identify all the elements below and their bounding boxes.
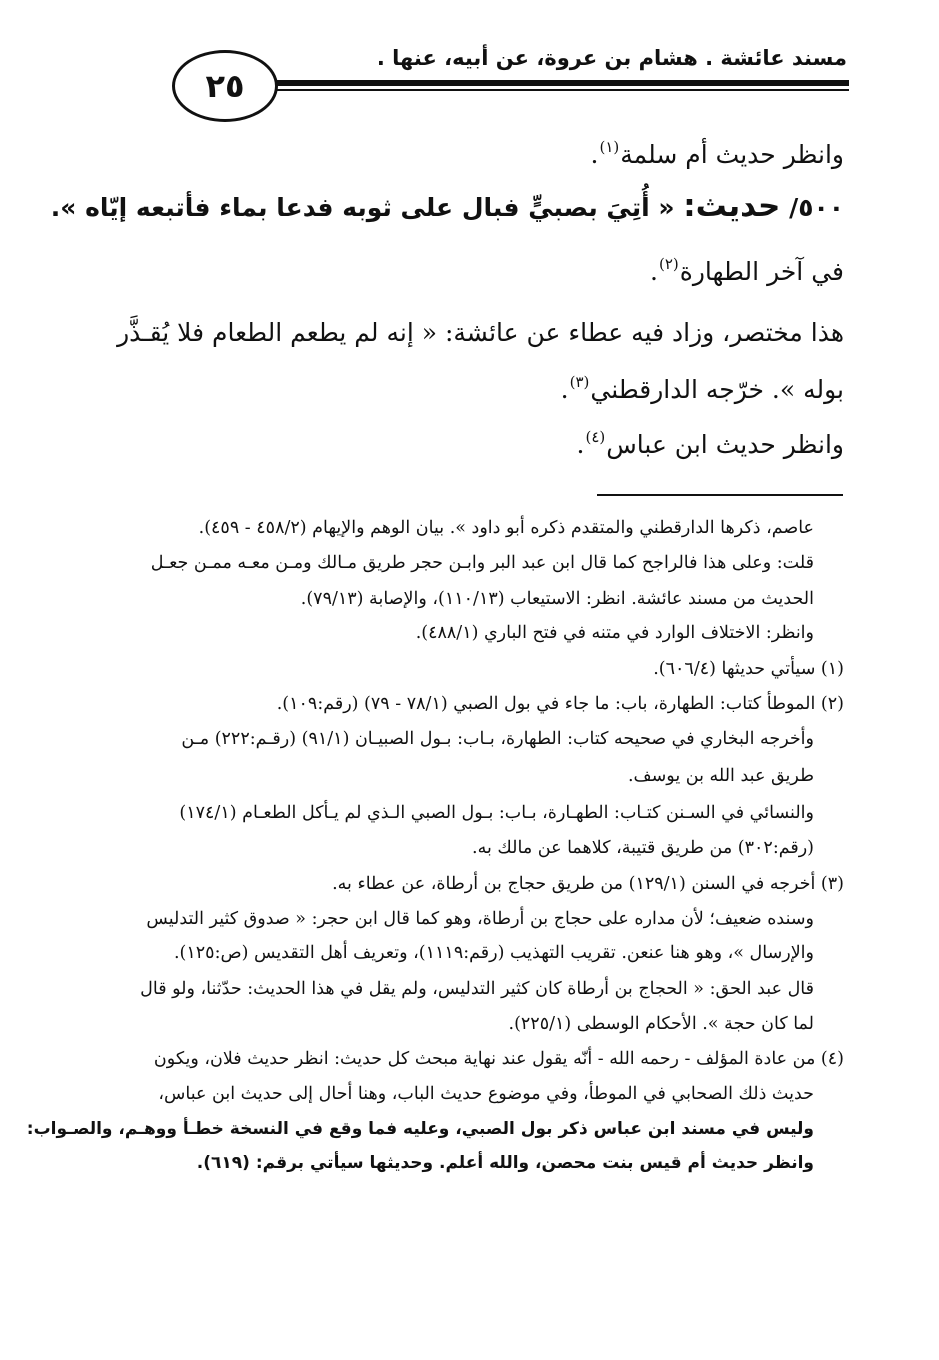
footnote-ref: (٤) [585,428,606,446]
main-text: بوله ». خرّجه الدارقطني [590,375,844,404]
footnote-line: طريق عبد الله بن يوسف. [627,766,814,786]
hadith-number: ٥٠٠/ [789,193,844,222]
period: . [560,375,569,404]
footnote-line: (١) سيأتي حديثها (٦٠٦/٤). [653,659,844,679]
main-text: في آخر الطهارة [679,257,844,286]
main-text: هذا مختصر، وزاد فيه عطاء عن عائشة: « إنه لم يطعم الطعام فلا يُقـذَّر [117,318,844,347]
hadith-line [51,188,844,224]
main-line-4 [117,318,844,347]
footnote-line: (رقم:٣٠٢) من طريق قتيبة، كلاهما عن مالك به. [472,838,814,858]
footnote-line: (٢) الموطأ كتاب: الطهارة، باب: ما جاء في بول الصبي (٧٨/١ - ٧٩) (رقم:١٠٩). [276,694,844,714]
main-text: وانظر حديث ابن عباس [606,430,844,459]
main-line-6 [577,428,844,459]
header-rule-thin [236,89,849,91]
footnote-line: وانظر: الاختلاف الوارد في متنه في فتح الباري (٤٨٨/١). [415,623,814,643]
footnote-line: وأخرجه البخاري في صحيحه كتاب: الطهارة، بـاب: بـول الصبيـان (٩١/١) (رقـم:٢٢٢) مـن [181,729,814,749]
footnote-line: (٣) أخرجه في السنن (١٢٩/١) من طريق حجاج بن أرطاة، عن عطاء به. [332,874,844,894]
footnote-line: وليس في مسند ابن عباس ذكر بول الصبي، وعليه فما وقع في النسخة خطـأ ووهـم، والصـواب: [26,1119,814,1139]
period: . [590,140,599,169]
footnote-line: وانظر حديث أم قيس بنت محصن، والله أعلم. وحديثها سيأتي برقم: (٦١٩). [196,1153,814,1173]
hadith-text: « أُتِيَ بصبيٍّ فبال على ثوبه فدعا بماء فأتبعه إيّاه ». [50,193,675,222]
footnote-line: لما كان حجة ». الأحكام الوسطى (٢٢٥/١). [508,1014,814,1034]
running-title: مسند عائشة . هشام بن عروة، عن أبيه، عنها . [376,46,847,70]
footnote-line: الحديث من مسند عائشة. انظر: الاستيعاب (١١٠/١٣)، والإصابة (٧٩/١٣). [300,589,814,609]
footnote-line: عاصم، ذكرها الدارقطني والمتقدم ذكره أبو داود ». بيان الوهم والإيهام (٤٥٨/٢ - ٤٥٩). [198,518,814,538]
footnote-line: قال عبد الحق: « الحجاج بن أرطاة كان كثير التدليس، ولم يقل في هذا الحديث: حدّثنا، ولو قال [140,979,814,999]
period: . [576,430,585,459]
main-line-5 [561,373,844,404]
main-line-3 [650,255,844,286]
period: . [650,257,658,286]
footnote-ref: (٣) [569,373,590,391]
footnote-line: وسنده ضعيف؛ لأن مداره على حجاج بن أرطاة، وهو كما قال ابن حجر: « صدوق كثير التدليس [146,909,814,929]
footnote-separator [597,494,843,496]
footnote-line: قلت: وعلى هذا فالراجح كما قال ابن عبد البر وابـن حجر طريق مـالك ومـن معـه ممـن جعـل [150,553,814,573]
main-line-1 [591,138,844,169]
hadith-label: حديث: [683,188,781,224]
page-number: ٢٥ [172,50,278,122]
footnote-line: والنسائي في السـنن كتـاب: الطهـارة، بـاب: بـول الصبي الـذي لم يـأكل الطعـام (١٧٤/١) [179,803,814,823]
main-text: وانظر حديث أم سلمة [620,140,844,169]
footnote-line: حديث ذلك الصحابي في الموطأ، وفي موضوع حديث الباب، وهنا أحال إلى حديث ابن عباس، [158,1084,814,1104]
footnote-line: والإرسال »، وهو هنا عنعن. تقريب التهذيب (رقم:١١١٩)، وتعريف أهل التقديس (ص:١٢٥). [173,943,814,963]
footnote-ref: (٢) [658,255,679,273]
footnote-ref: (١) [599,138,620,156]
footnote-line: (٤) من عادة المؤلف - رحمه الله - أنّه يقول عند نهاية مبحث كل حديث: انظر حديث فلان، ويكون [153,1049,844,1069]
header-rule [236,80,849,86]
